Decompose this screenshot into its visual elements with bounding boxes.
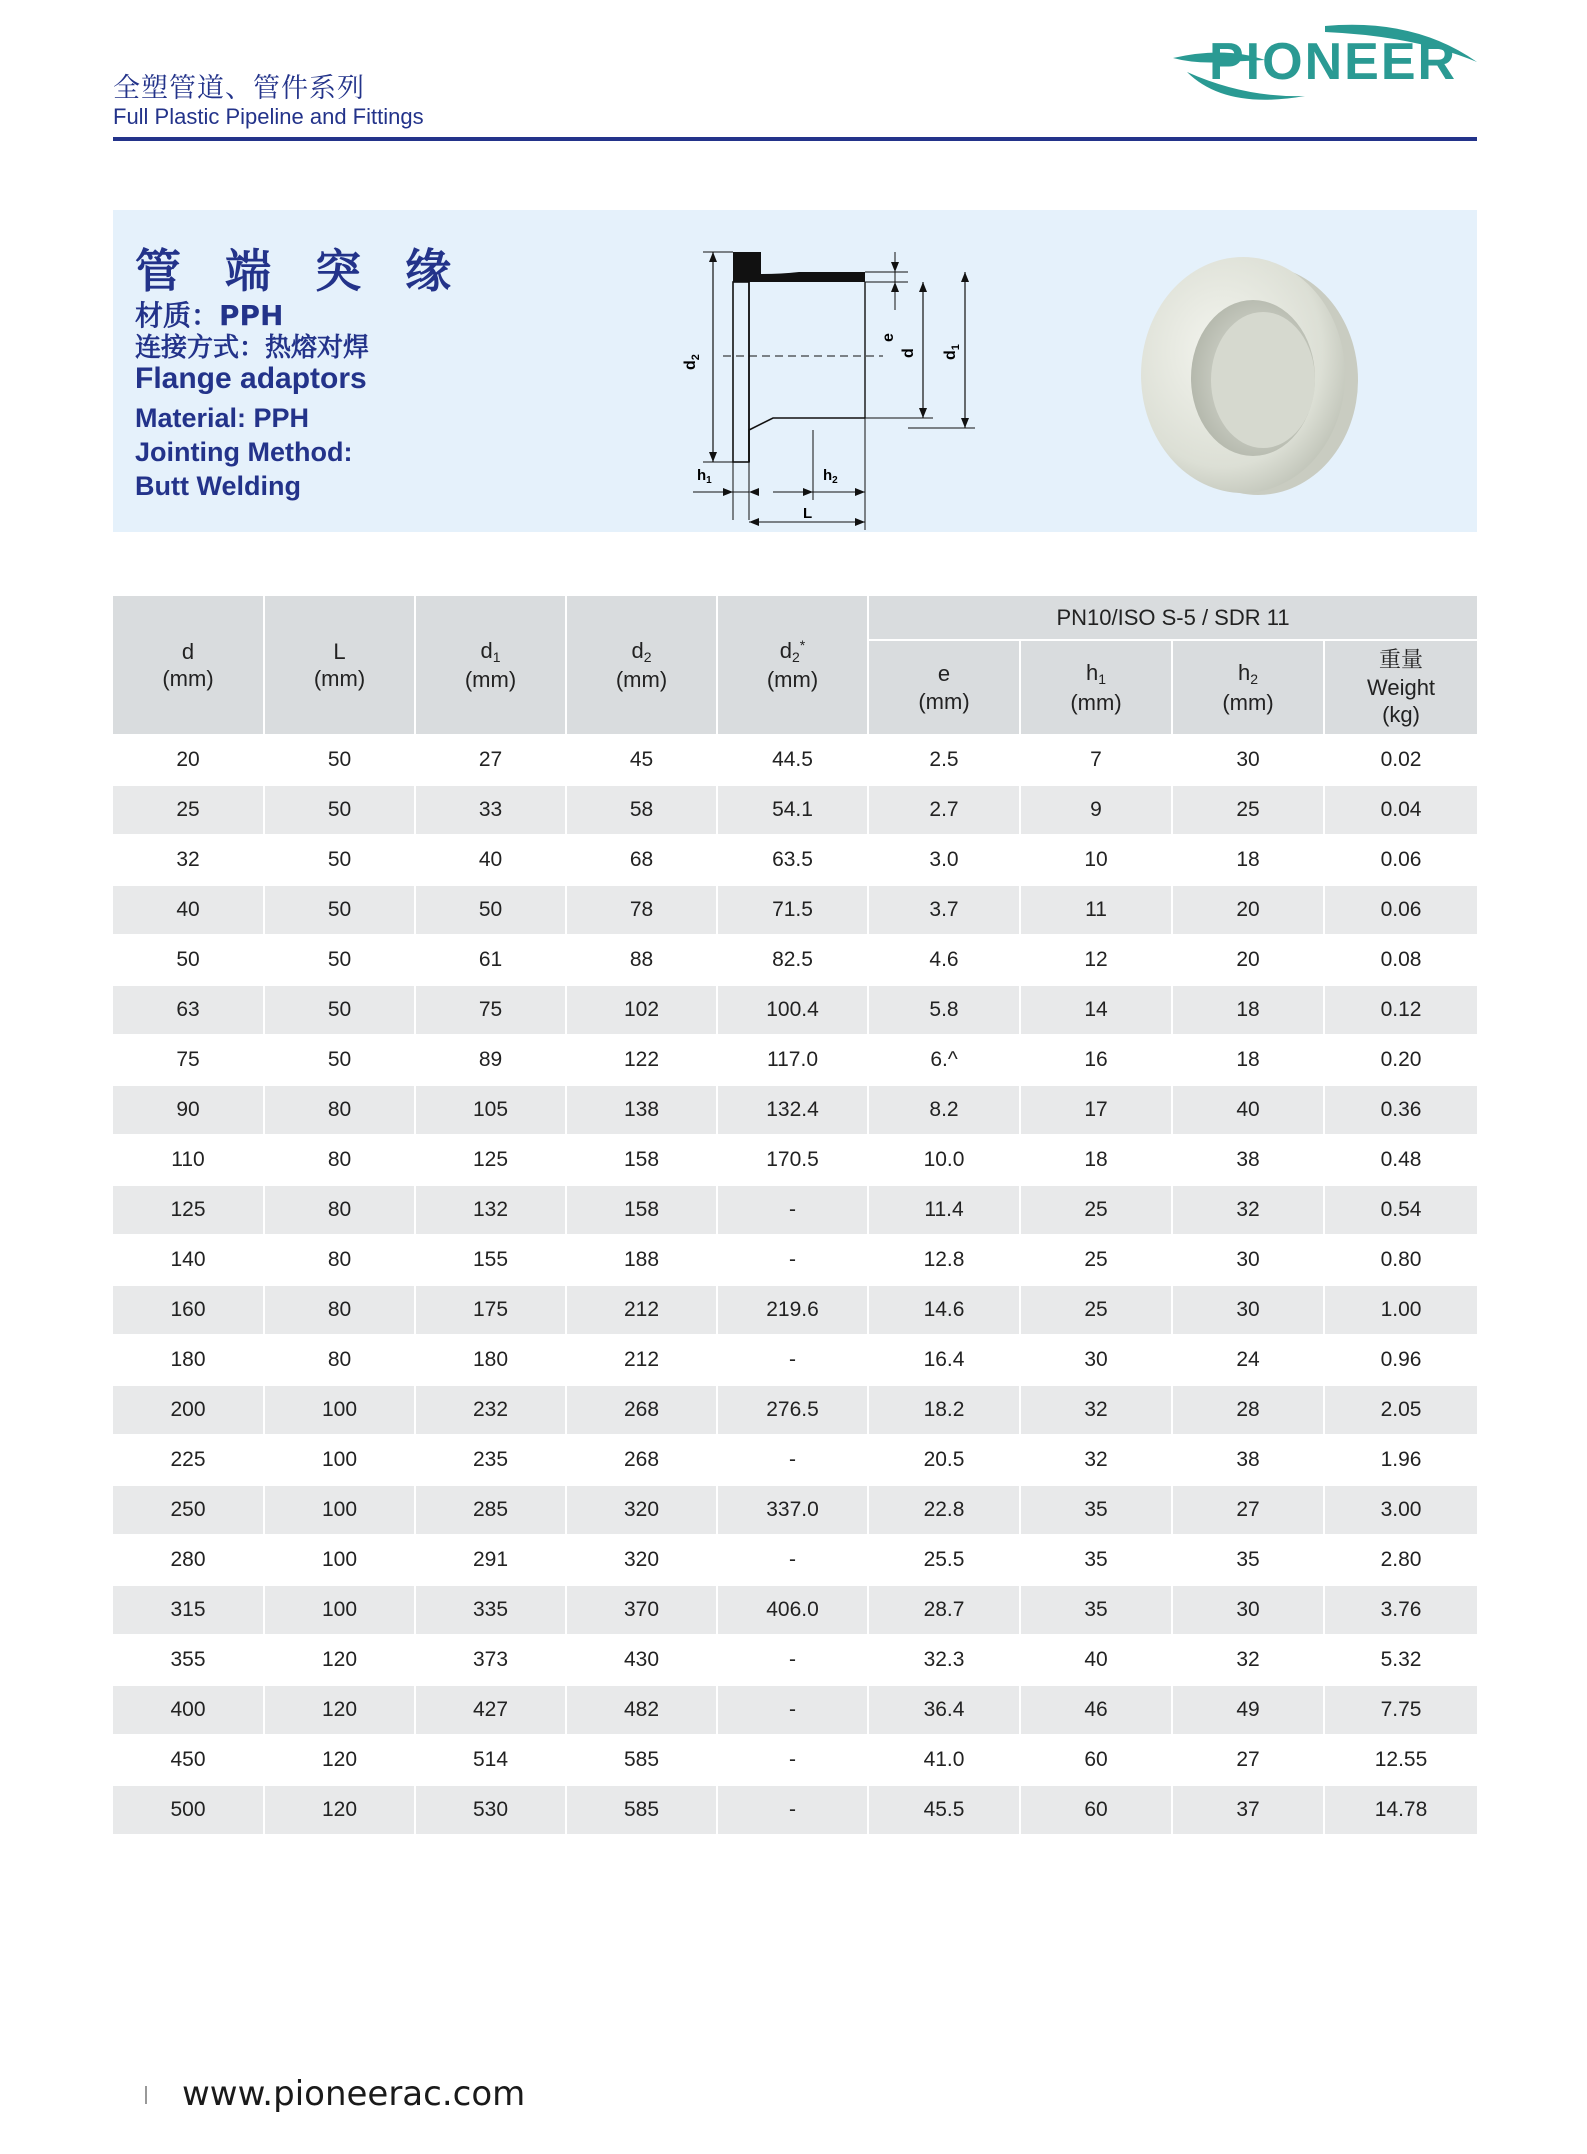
table-cell: 105 — [415, 1085, 566, 1135]
table-row — [113, 1485, 1477, 1535]
table-cell: 482 — [566, 1685, 717, 1735]
table-cell: 36.4 — [868, 1685, 1020, 1735]
table-cell: 335 — [415, 1585, 566, 1635]
table-cell: 35 — [1172, 1535, 1324, 1585]
table-cell: 5.8 — [868, 985, 1020, 1035]
table-cell: 75 — [415, 985, 566, 1035]
table-cell: 5.32 — [1324, 1635, 1477, 1685]
table-cell: 370 — [566, 1585, 717, 1635]
product-title-cn: 管 端 突 缘 — [135, 244, 466, 298]
table-cell: 406.0 — [717, 1585, 868, 1635]
product-name-en: Flange adaptors — [135, 362, 367, 395]
table-cell: 100 — [264, 1435, 415, 1485]
table-cell: 120 — [264, 1685, 415, 1735]
table-cell: 45.5 — [868, 1785, 1020, 1835]
table-cell: 20 — [1172, 885, 1324, 935]
table-cell: 585 — [566, 1735, 717, 1785]
table-cell: 14 — [1020, 985, 1172, 1035]
table-cell: 63 — [113, 985, 264, 1035]
table-cell: 50 — [264, 885, 415, 935]
specification-table — [113, 596, 1477, 1836]
header-e: e (mm) — [868, 640, 1020, 735]
table-cell: 50 — [415, 885, 566, 935]
table-cell: 25 — [1020, 1185, 1172, 1235]
table-cell: 80 — [264, 1285, 415, 1335]
table-cell: 41.0 — [868, 1735, 1020, 1785]
table-row — [113, 935, 1477, 985]
table-cell: 100.4 — [717, 985, 868, 1035]
table-cell: - — [717, 1785, 868, 1835]
table-row — [113, 1085, 1477, 1135]
table-cell: 20.5 — [868, 1435, 1020, 1485]
table-cell: 132 — [415, 1185, 566, 1235]
table-cell: 280 — [113, 1535, 264, 1585]
table-cell: 180 — [113, 1335, 264, 1385]
table-cell: 25 — [113, 785, 264, 835]
table-cell: 35 — [1020, 1535, 1172, 1585]
table-cell: 32 — [1172, 1185, 1324, 1235]
table-cell: 1.96 — [1324, 1435, 1477, 1485]
table-cell: 125 — [415, 1135, 566, 1185]
table-cell: 355 — [113, 1635, 264, 1685]
diagram-label-L: L — [803, 505, 813, 522]
header-weight: 重量 Weight (kg) — [1324, 640, 1477, 735]
table-cell: 18 — [1172, 1035, 1324, 1085]
table-cell: 0.54 — [1324, 1185, 1477, 1235]
table-cell: 100 — [264, 1535, 415, 1585]
table-cell: 27 — [1172, 1485, 1324, 1535]
table-cell: 30 — [1020, 1335, 1172, 1385]
table-cell: 158 — [566, 1185, 717, 1235]
table-cell: 14.78 — [1324, 1785, 1477, 1835]
table-cell: 50 — [264, 735, 415, 785]
table-cell: 30 — [1172, 735, 1324, 785]
table-cell: 32 — [113, 835, 264, 885]
table-cell: - — [717, 1635, 868, 1685]
table-cell: 78 — [566, 885, 717, 935]
table-cell: 28 — [1172, 1385, 1324, 1435]
table-cell: - — [717, 1535, 868, 1585]
table-cell: 180 — [415, 1335, 566, 1385]
table-cell: 2.80 — [1324, 1535, 1477, 1585]
table-cell: 12.8 — [868, 1235, 1020, 1285]
table-cell: 122 — [566, 1035, 717, 1085]
table-cell: 38 — [1172, 1435, 1324, 1485]
table-row — [113, 885, 1477, 935]
flange-adaptor-diagram — [563, 230, 993, 530]
jointing-method-en-value: Butt Welding — [135, 471, 301, 501]
table-cell: 4.6 — [868, 935, 1020, 985]
table-cell: 2.7 — [868, 785, 1020, 835]
header-d: d (mm) — [113, 596, 264, 735]
table-cell: 16 — [1020, 1035, 1172, 1085]
table-cell: 120 — [264, 1735, 415, 1785]
table-cell: 25 — [1172, 785, 1324, 835]
table-cell: 0.08 — [1324, 935, 1477, 985]
material-cn: 材质：PPH — [135, 299, 284, 332]
table-cell: 0.06 — [1324, 835, 1477, 885]
table-cell: 80 — [264, 1085, 415, 1135]
table-cell: 40 — [1172, 1085, 1324, 1135]
table-cell: 32 — [1020, 1435, 1172, 1485]
table-cell: 61 — [415, 935, 566, 985]
table-cell: 16.4 — [868, 1335, 1020, 1385]
specification-table-body — [113, 735, 1477, 1835]
table-cell: - — [717, 1735, 868, 1785]
table-cell: 35 — [1020, 1485, 1172, 1535]
table-cell: 315 — [113, 1585, 264, 1635]
table-cell: 49 — [1172, 1685, 1324, 1735]
header-divider — [113, 137, 1477, 141]
table-cell: 3.76 — [1324, 1585, 1477, 1635]
diagram-label-h2: $h_2$ — [823, 467, 838, 486]
table-cell: 138 — [566, 1085, 717, 1135]
table-cell: 400 — [113, 1685, 264, 1735]
table-cell: 140 — [113, 1235, 264, 1285]
table-row — [113, 1785, 1477, 1835]
table-cell: 514 — [415, 1735, 566, 1785]
diagram-label-d1: $d_1$ — [942, 344, 962, 360]
table-cell: 10.0 — [868, 1135, 1020, 1185]
table-cell: 0.02 — [1324, 735, 1477, 785]
table-cell: 33 — [415, 785, 566, 835]
table-cell: 212 — [566, 1335, 717, 1385]
table-cell: 38 — [1172, 1135, 1324, 1185]
table-cell: 80 — [264, 1335, 415, 1385]
table-cell: 585 — [566, 1785, 717, 1835]
table-cell: 58 — [566, 785, 717, 835]
table-cell: 50 — [264, 935, 415, 985]
table-cell: 0.12 — [1324, 985, 1477, 1035]
table-cell: 110 — [113, 1135, 264, 1185]
table-cell: 54.1 — [717, 785, 868, 835]
table-cell: 30 — [1172, 1585, 1324, 1635]
table-cell: 3.00 — [1324, 1485, 1477, 1535]
table-cell: 80 — [264, 1135, 415, 1185]
table-cell: 373 — [415, 1635, 566, 1685]
table-cell: 232 — [415, 1385, 566, 1435]
table-cell: 0.06 — [1324, 885, 1477, 935]
table-cell: 45 — [566, 735, 717, 785]
table-cell: 60 — [1020, 1735, 1172, 1785]
table-cell: 100 — [264, 1585, 415, 1635]
table-cell: 320 — [566, 1485, 717, 1535]
table-cell: 63.5 — [717, 835, 868, 885]
table-row — [113, 835, 1477, 885]
table-cell: 18 — [1020, 1135, 1172, 1185]
table-cell: 7 — [1020, 735, 1172, 785]
table-cell: 30 — [1172, 1235, 1324, 1285]
jointing-method-en-label: Jointing Method: — [135, 437, 353, 467]
table-cell: 25.5 — [868, 1535, 1020, 1585]
table-cell: 200 — [113, 1385, 264, 1435]
table-cell: 40 — [1020, 1635, 1172, 1685]
table-cell: 2.5 — [868, 735, 1020, 785]
table-row — [113, 1035, 1477, 1085]
table-cell: 175 — [415, 1285, 566, 1335]
table-row — [113, 1235, 1477, 1285]
table-cell: 18 — [1172, 985, 1324, 1035]
table-cell: 25 — [1020, 1285, 1172, 1335]
table-row — [113, 1385, 1477, 1435]
table-cell: 450 — [113, 1735, 264, 1785]
table-cell: 82.5 — [717, 935, 868, 985]
table-cell: - — [717, 1435, 868, 1485]
table-cell: 50 — [264, 1035, 415, 1085]
table-cell: 0.48 — [1324, 1135, 1477, 1185]
table-row — [113, 1285, 1477, 1335]
diagram-label-d: d — [900, 348, 917, 358]
table-cell: 25 — [1020, 1235, 1172, 1285]
table-cell: 170.5 — [717, 1135, 868, 1185]
table-row — [113, 1185, 1477, 1235]
table-cell: 3.0 — [868, 835, 1020, 885]
table-cell: 427 — [415, 1685, 566, 1735]
table-cell: 20 — [1172, 935, 1324, 985]
table-cell: 12.55 — [1324, 1735, 1477, 1785]
diagram-label-d2: $d_2$ — [682, 354, 702, 370]
table-cell: 0.20 — [1324, 1035, 1477, 1085]
table-cell: 120 — [264, 1635, 415, 1685]
table-row — [113, 1335, 1477, 1385]
table-cell: 27 — [415, 735, 566, 785]
table-cell: 50 — [113, 935, 264, 985]
table-cell: 20 — [113, 735, 264, 785]
table-cell: 8.2 — [868, 1085, 1020, 1135]
table-cell: 219.6 — [717, 1285, 868, 1335]
table-cell: 155 — [415, 1235, 566, 1285]
table-cell: 188 — [566, 1235, 717, 1285]
table-cell: 40 — [415, 835, 566, 885]
table-row — [113, 1535, 1477, 1585]
table-row — [113, 1435, 1477, 1485]
header-h2: $h_2$ (mm) — [1172, 640, 1324, 735]
pioneer-logo — [1165, 18, 1485, 108]
table-cell: 44.5 — [717, 735, 868, 785]
table-cell: 100 — [264, 1485, 415, 1535]
table-cell: 71.5 — [717, 885, 868, 935]
table-cell: - — [717, 1685, 868, 1735]
header-d2: $d_2$ (mm) — [566, 596, 717, 735]
table-cell: 12 — [1020, 935, 1172, 985]
footer-website: www.pioneerac.com — [182, 2074, 526, 2114]
table-cell: 3.7 — [868, 885, 1020, 935]
table-cell: 10 — [1020, 835, 1172, 885]
table-cell: 50 — [264, 985, 415, 1035]
table-row — [113, 1585, 1477, 1635]
table-cell: 50 — [264, 835, 415, 885]
table-cell: 120 — [264, 1785, 415, 1835]
table-row — [113, 1135, 1477, 1185]
table-cell: 132.4 — [717, 1085, 868, 1135]
table-cell: 7.75 — [1324, 1685, 1477, 1735]
table-cell: - — [717, 1235, 868, 1285]
table-cell: 50 — [264, 785, 415, 835]
table-cell: 80 — [264, 1185, 415, 1235]
header-d1: $d_1$ (mm) — [415, 596, 566, 735]
product-info-panel — [113, 210, 1477, 532]
table-cell: 158 — [566, 1135, 717, 1185]
table-cell: 320 — [566, 1535, 717, 1585]
table-cell: 0.04 — [1324, 785, 1477, 835]
header-h1: $h_1$ (mm) — [1020, 640, 1172, 735]
table-cell: 212 — [566, 1285, 717, 1335]
table-cell: 46 — [1020, 1685, 1172, 1735]
table-cell: 24 — [1172, 1335, 1324, 1385]
table-cell: 268 — [566, 1385, 717, 1435]
table-row — [113, 985, 1477, 1035]
table-cell: 40 — [113, 885, 264, 935]
footer-mark — [145, 2086, 147, 2104]
table-cell: 11 — [1020, 885, 1172, 935]
table-cell: 500 — [113, 1785, 264, 1835]
table-cell: 2.05 — [1324, 1385, 1477, 1435]
table-cell: 0.80 — [1324, 1235, 1477, 1285]
table-cell: 68 — [566, 835, 717, 885]
table-cell: 35 — [1020, 1585, 1172, 1635]
table-cell: 225 — [113, 1435, 264, 1485]
table-cell: 430 — [566, 1635, 717, 1685]
table-cell: 235 — [415, 1435, 566, 1485]
table-cell: 268 — [566, 1435, 717, 1485]
table-cell: 276.5 — [717, 1385, 868, 1435]
table-cell: 0.96 — [1324, 1335, 1477, 1385]
table-cell: 102 — [566, 985, 717, 1035]
table-cell: 125 — [113, 1185, 264, 1235]
series-title-en: Full Plastic Pipeline and Fittings — [113, 104, 424, 129]
table-row — [113, 1635, 1477, 1685]
table-cell: 530 — [415, 1785, 566, 1835]
table-cell: 32 — [1172, 1635, 1324, 1685]
table-cell: 18 — [1172, 835, 1324, 885]
header-d2-star: $d_2^*$ (mm) — [717, 596, 868, 735]
table-cell: 9 — [1020, 785, 1172, 835]
table-cell: 32 — [1020, 1385, 1172, 1435]
material-en: Material: PPH — [135, 403, 310, 433]
logo-text: PIONEER — [1209, 33, 1458, 91]
table-cell: 250 — [113, 1485, 264, 1535]
table-row — [113, 1685, 1477, 1735]
table-cell: 28.7 — [868, 1585, 1020, 1635]
table-cell: - — [717, 1185, 868, 1235]
table-row — [113, 1735, 1477, 1785]
diagram-label-e: e — [880, 333, 897, 342]
table-cell: 75 — [113, 1035, 264, 1085]
diagram-label-h1: $h_1$ — [697, 467, 712, 486]
table-cell: 0.36 — [1324, 1085, 1477, 1135]
header-pressure-group: PN10/ISO S-5 / SDR 11 — [868, 596, 1477, 640]
table-row — [113, 785, 1477, 835]
table-cell: 88 — [566, 935, 717, 985]
table-cell: 337.0 — [717, 1485, 868, 1535]
table-cell: 80 — [264, 1235, 415, 1285]
table-cell: 30 — [1172, 1285, 1324, 1335]
jointing-method-cn: 连接方式：热熔对焊 — [135, 333, 370, 363]
table-cell: 90 — [113, 1085, 264, 1135]
table-cell: 291 — [415, 1535, 566, 1585]
table-cell: 22.8 — [868, 1485, 1020, 1535]
table-cell: 11.4 — [868, 1185, 1020, 1235]
table-row — [113, 735, 1477, 785]
table-cell: 27 — [1172, 1735, 1324, 1785]
table-cell: 37 — [1172, 1785, 1324, 1835]
table-cell: - — [717, 1335, 868, 1385]
table-cell: 6.^ — [868, 1035, 1020, 1085]
flange-adaptor-photo — [1113, 230, 1373, 510]
table-cell: 1.00 — [1324, 1285, 1477, 1335]
table-cell: 17 — [1020, 1085, 1172, 1135]
table-cell: 285 — [415, 1485, 566, 1535]
table-cell: 60 — [1020, 1785, 1172, 1835]
table-cell: 100 — [264, 1385, 415, 1435]
table-cell: 117.0 — [717, 1035, 868, 1085]
table-cell: 32.3 — [868, 1635, 1020, 1685]
table-cell: 160 — [113, 1285, 264, 1335]
table-cell: 89 — [415, 1035, 566, 1085]
table-cell: 18.2 — [868, 1385, 1020, 1435]
series-title-cn: 全塑管道、管件系列 — [113, 73, 365, 104]
table-cell: 14.6 — [868, 1285, 1020, 1335]
header-L: L (mm) — [264, 596, 415, 735]
